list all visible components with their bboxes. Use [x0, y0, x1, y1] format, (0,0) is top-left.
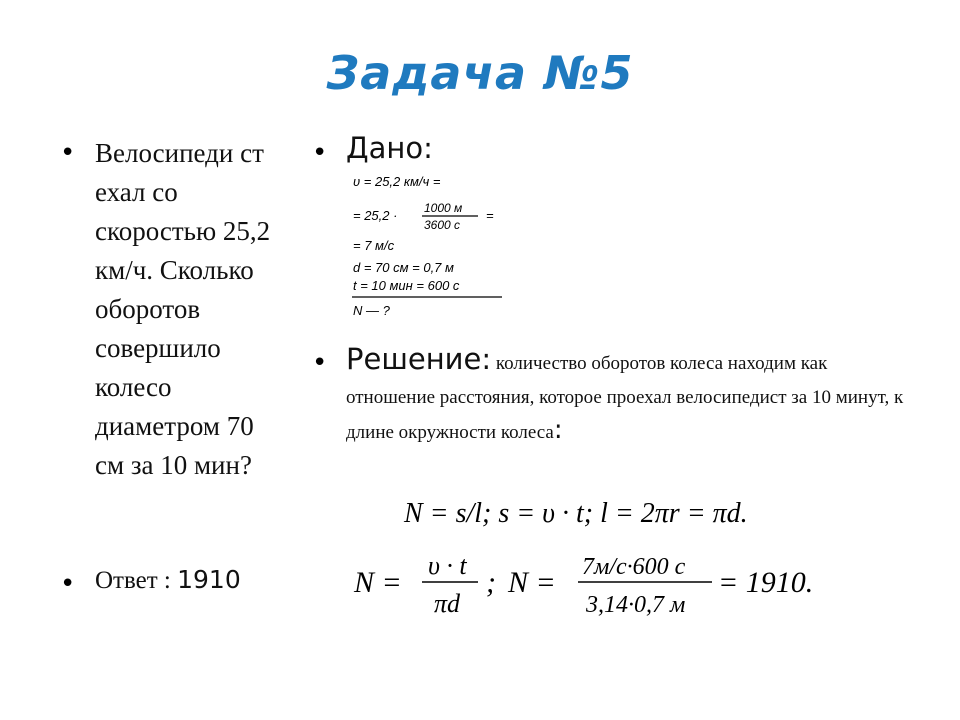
bullet-icon: • — [60, 569, 76, 599]
given-equations — [350, 172, 510, 324]
answer — [95, 565, 241, 595]
solution-heading: Решение: — [346, 342, 492, 376]
formula-lhs: N = — [354, 566, 402, 599]
given-v-result: = 7 м/с — [353, 238, 395, 253]
formula-num1: υ · t — [428, 551, 467, 580]
formula-den2: 3,14·0,7 м — [586, 592, 686, 618]
formula-result: = 1910. — [718, 566, 814, 599]
bullet-icon: • — [312, 348, 328, 378]
given-conv-num: 1000 м — [424, 201, 463, 215]
solution-block — [346, 342, 906, 450]
formula-den1: πd — [434, 589, 461, 618]
formula-sep: ; — [486, 566, 496, 599]
given-n-line: N — ? — [353, 303, 390, 318]
solution-text: количество оборотов колеса находим как отношение расстояния, которое проехал велосипедист за 10 минут, к длине окружности колеса — [346, 353, 904, 443]
given-t-line: t = 10 мин = 600 с — [353, 278, 460, 293]
problem-text: Велосипеди ст ехал со скоростью 25,2 км/ч. Сколько оборотов совершило колесо диаметром 70 см за 10 мин? — [95, 138, 271, 480]
answer-value: 1910 — [177, 565, 241, 594]
answer-label: Ответ : — [95, 567, 178, 594]
solution-colon: : — [553, 415, 563, 445]
formula-calculation — [350, 544, 830, 624]
given-conv-prefix: = 25,2 · — [353, 208, 398, 223]
formula-num2: 7м/с·600 с — [582, 554, 686, 580]
formula-definitions-text: N = s/l; s = υ · t; l = 2πr = πd. — [404, 498, 748, 529]
given-d-line: d = 70 см = 0,7 м — [353, 260, 454, 275]
given-conv-suffix: = — [486, 208, 494, 223]
slide-title: Задача №5 — [326, 46, 634, 100]
formula-lhs2: N = — [508, 566, 556, 599]
bullet-icon: • — [312, 138, 328, 168]
given-heading: Дано: — [346, 131, 433, 165]
given-conv-den: 3600 с — [424, 218, 461, 232]
bullet-icon: • — [60, 138, 76, 168]
given-v-line: υ = 25,2 км/ч = — [353, 174, 441, 189]
formula-definitions — [400, 490, 780, 534]
